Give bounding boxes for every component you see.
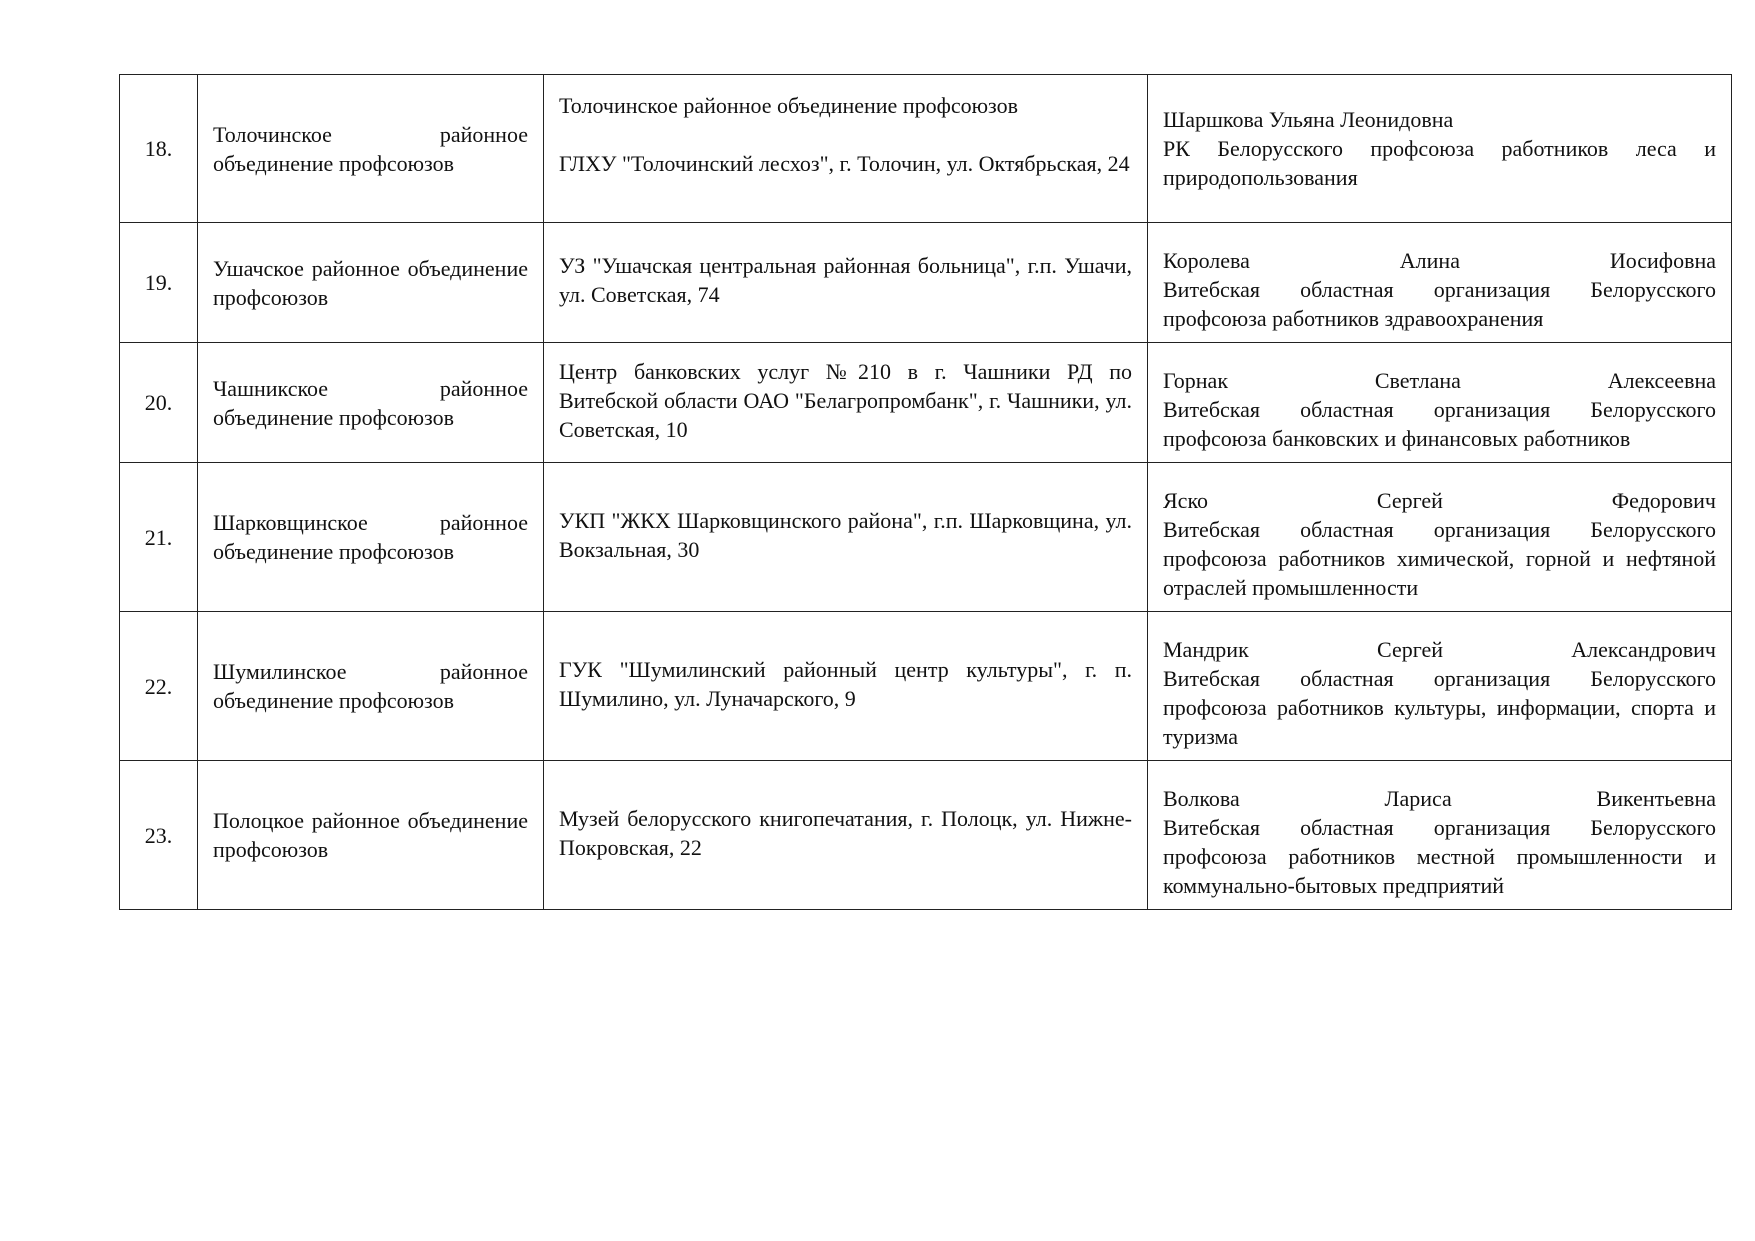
row-number: 20. bbox=[120, 343, 198, 463]
row-number: 18. bbox=[120, 75, 198, 223]
place-text: Музей белорусского книгопечатания, г. Полоцк, ул. Нижне-Покровская, 22 bbox=[559, 806, 1132, 860]
person-name: Волкова Лариса Викентьевна bbox=[1163, 786, 1716, 811]
association-name: Толочинское районное объединение профсоюзов bbox=[198, 75, 544, 223]
contact-person bbox=[1148, 612, 1732, 761]
contact-person bbox=[1148, 223, 1732, 343]
event-place bbox=[544, 761, 1148, 910]
contact-person bbox=[1148, 75, 1732, 223]
row-number: 19. bbox=[120, 223, 198, 343]
contact-person bbox=[1148, 343, 1732, 463]
row-number: 23. bbox=[120, 761, 198, 910]
person-organization: Витебская областная организация Белорусского профсоюза банковских и финансовых работников bbox=[1163, 397, 1716, 451]
person-organization: Витебская областная организация Белорусского профсоюза работников местной промышленности и коммунально-бытовых предприятий bbox=[1163, 815, 1716, 898]
person-block bbox=[1163, 621, 1716, 751]
union-table bbox=[119, 74, 1732, 910]
person-organization: РК Белорусского профсоюза работников леса и природопользования bbox=[1163, 136, 1716, 190]
event-place bbox=[544, 75, 1148, 223]
place-spacer bbox=[559, 120, 1132, 149]
person-organization: Витебская областная организация Белорусского профсоюза работников химической, горной и нефтяной отраслей промышленности bbox=[1163, 517, 1716, 600]
row-number: 21. bbox=[120, 463, 198, 612]
person-block bbox=[1163, 472, 1716, 602]
place-text: ГУК "Шумилинский районный центр культуры", г. п. Шумилино, ул. Луначарского, 9 bbox=[559, 657, 1132, 711]
person-name: Яско Сергей Федорович bbox=[1163, 488, 1716, 513]
place-text: Центр банковских услуг №210 в г. Чашники РД по Витебской области ОАО "Белагропромбанк", г. Чашники, ул. Советская, 10 bbox=[559, 359, 1132, 442]
person-name: Горнак Светлана Алексеевна bbox=[1163, 368, 1716, 393]
person-block bbox=[1163, 232, 1716, 333]
contact-person bbox=[1148, 463, 1732, 612]
association-name: Шарковщинское районное объединение профсоюзов bbox=[198, 463, 544, 612]
table-row bbox=[120, 223, 1732, 343]
person-organization: Витебская областная организация Белорусского профсоюза работников культуры, информации, спорта и туризма bbox=[1163, 666, 1716, 749]
table-row bbox=[120, 612, 1732, 761]
contact-person bbox=[1148, 761, 1732, 910]
person-name: Мандрик Сергей Александрович bbox=[1163, 637, 1716, 662]
person-block bbox=[1163, 352, 1716, 453]
person-name: Шаршкова Ульяна Леонидовна bbox=[1163, 107, 1454, 132]
person-block bbox=[1163, 770, 1716, 900]
person-organization: Витебская областная организация Белорусского профсоюза работников здравоохранения bbox=[1163, 277, 1716, 331]
table-row bbox=[120, 761, 1732, 910]
association-name: Полоцкое районное объединение профсоюзов bbox=[198, 761, 544, 910]
place-text: УЗ "Ушачская центральная районная больница", г.п. Ушачи, ул. Советская, 74 bbox=[559, 253, 1132, 307]
table-row bbox=[120, 343, 1732, 463]
association-name: Чашникское районное объединение профсоюзов bbox=[198, 343, 544, 463]
table-row bbox=[120, 463, 1732, 612]
event-place bbox=[544, 463, 1148, 612]
association-name: Ушачское районное объединение профсоюзов bbox=[198, 223, 544, 343]
event-place bbox=[544, 612, 1148, 761]
association-name: Шумилинское районное объединение профсоюзов bbox=[198, 612, 544, 761]
place-organizer: Толочинское районное объединение профсоюзов bbox=[559, 93, 1018, 118]
table-row bbox=[120, 75, 1732, 223]
place-address: ГЛХУ "Толочинский лесхоз", г. Толочин, ул. Октябрьская, 24 bbox=[559, 151, 1130, 176]
row-number: 22. bbox=[120, 612, 198, 761]
place-text: УКП "ЖКХ Шарковщинского района", г.п. Шарковщина, ул. Вокзальная, 30 bbox=[559, 508, 1132, 562]
event-place bbox=[544, 343, 1148, 463]
person-name: Королева Алина Иосифовна bbox=[1163, 248, 1716, 273]
event-place bbox=[544, 223, 1148, 343]
